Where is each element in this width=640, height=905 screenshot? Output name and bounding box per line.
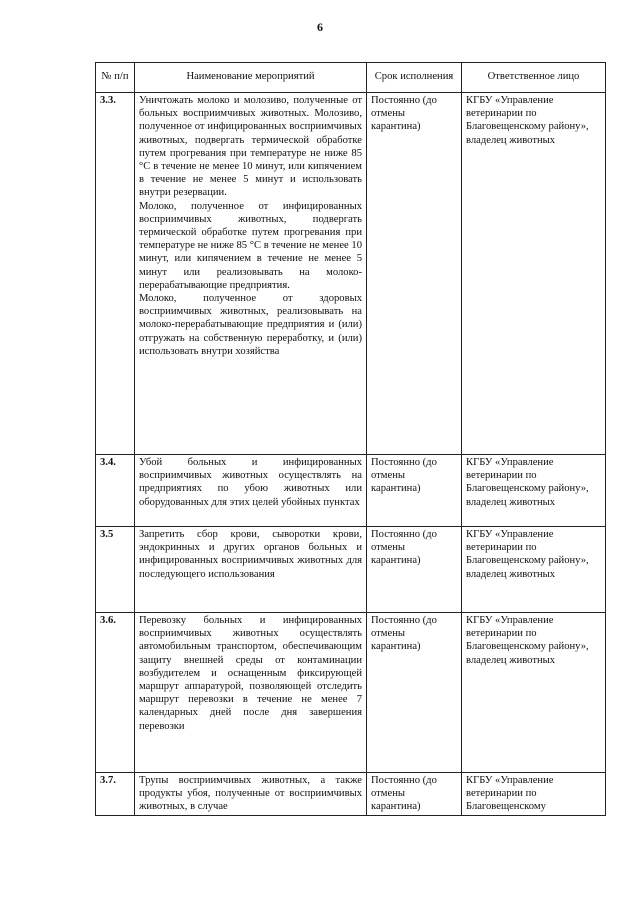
row-responsible: КГБУ «Управление ветеринарии по Благовещенскому району», владелец животных xyxy=(462,455,606,527)
page-number: 6 xyxy=(317,20,323,34)
row-term: Постоянно (до отмены карантина) xyxy=(367,527,462,613)
table-row xyxy=(96,93,606,455)
row-measure: Запретить сбор крови, сыворотки крови, эндокринных и других органов больных и инфицированных восприимчивых животных для последующего использования xyxy=(135,527,367,613)
row-responsible: КГБУ «Управление ветеринарии по Благовещенскому району», владелец животных xyxy=(462,527,606,613)
row-num: 3.6. xyxy=(96,613,135,773)
row-measure: Трупы восприимчивых животных, а также продукты убоя, полученные от восприимчивых животных, в случае xyxy=(135,773,367,816)
row-num: 3.4. xyxy=(96,455,135,527)
row-responsible: КГБУ «Управление ветеринарии по Благовещенскому xyxy=(462,773,606,816)
table-row xyxy=(96,455,606,527)
measure-paragraph: Уничтожать молоко и молозиво, полученные от больных восприимчивых животных. Молозиво, полученное от инфицированных восприимчивых животных, подвергать термической обработке путем прогревания при температуре не ниже 85 °С в течение не менее 10 минут, или кипячением в течение не менее 5 минут и использовать внутри резервации. xyxy=(139,95,362,199)
table-row xyxy=(96,773,606,816)
table-row xyxy=(96,527,606,613)
row-term: Постоянно (до отмены карантина) xyxy=(367,773,462,816)
row-measure: Перевозку больных и инфицированных восприимчивых животных осуществлять автомобильным транспортом, обеспечивающим защиту внешней среды от контаминации возбудителем и оснащенным фиксирующей маршрут аппаратурой, позволяющей отследить маршрут перевозки в течение не менее 7 календарных дней после дня завершения перевозки xyxy=(135,613,367,773)
row-measure: Убой больных и инфицированных восприимчивых животных осуществлять на предприятиях по убою животных или оборудованных для этих целей убойных пунктах xyxy=(135,455,367,527)
row-measure xyxy=(135,93,367,455)
row-term: Постоянно (до отмены карантина) xyxy=(367,93,462,455)
header-term: Срок исполнения xyxy=(367,63,462,93)
measure-paragraph: Молоко, полученное от инфицированных восприимчивых животных, подвергать термической обработке путем прогревания при температуре не ниже 85 °С в течение не менее 10 минут, или кипячением в течение не менее 5 минут или реализовывать на молоко-перерабатывающие предприятия. xyxy=(139,200,362,291)
row-num: 3.7. xyxy=(96,773,135,816)
table-header-row xyxy=(96,63,606,93)
row-num: 3.5 xyxy=(96,527,135,613)
row-responsible: КГБУ «Управление ветеринарии по Благовещенскому району», владелец животных xyxy=(462,613,606,773)
row-num: 3.3. xyxy=(96,93,135,455)
table-row xyxy=(96,613,606,773)
header-num: № п/п xyxy=(96,63,135,93)
header-responsible: Ответственное лицо xyxy=(462,63,606,93)
row-term: Постоянно (до отмены карантина) xyxy=(367,613,462,773)
row-term: Постоянно (до отмены карантина) xyxy=(367,455,462,527)
header-name: Наименование мероприятий xyxy=(135,63,367,93)
measures-table xyxy=(95,62,606,816)
row-responsible: КГБУ «Управление ветеринарии по Благовещенскому району», владелец животных xyxy=(462,93,606,455)
measure-paragraph: Молоко, полученное от здоровых восприимчивых животных, реализовывать на молоко-перерабатывающие предприятия и (или) отгружать на собственную переработку, и (или) использовать внутри хозяйства xyxy=(139,293,362,357)
